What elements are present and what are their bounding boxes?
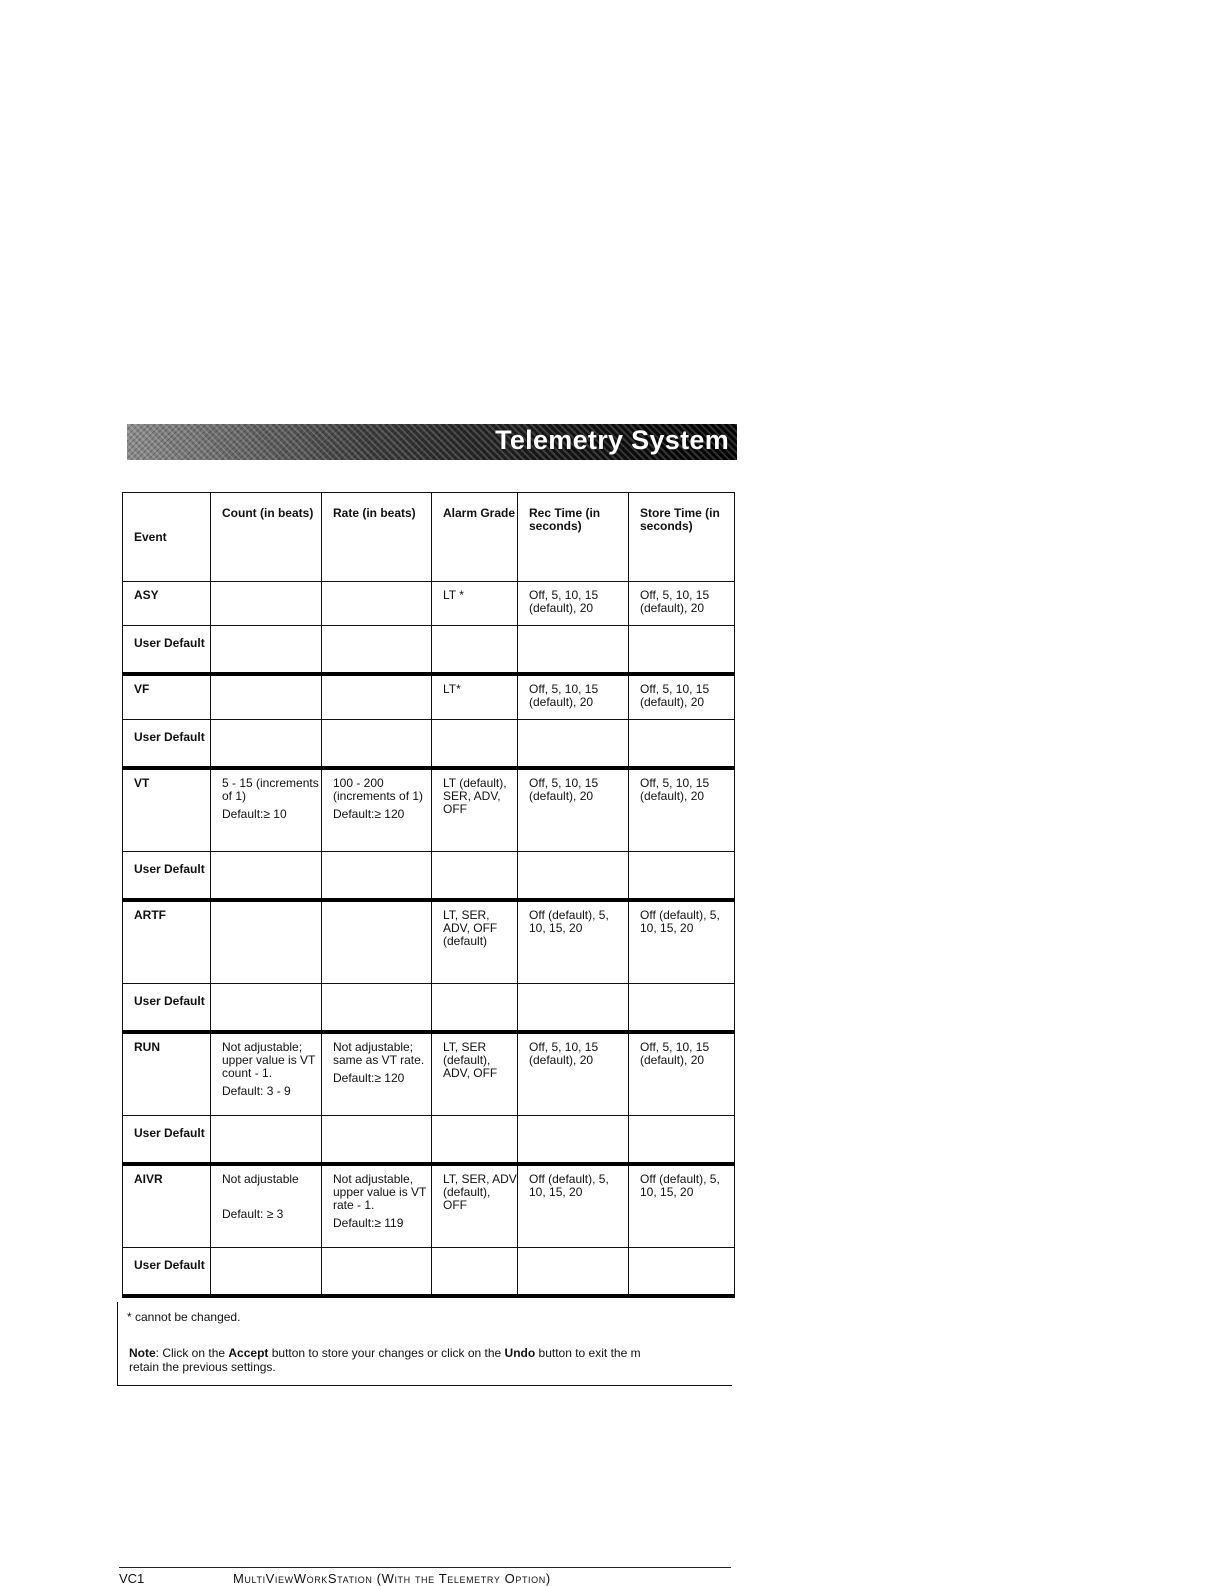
settings-table-wrapper: [122, 492, 736, 1298]
user-default-label: User Default: [123, 1248, 211, 1297]
user-default-rec-input[interactable]: [518, 720, 629, 769]
undo-button-reference: Undo: [504, 1346, 536, 1360]
event-name: AIVR: [123, 1164, 211, 1248]
user-default-store-input[interactable]: [629, 1116, 735, 1165]
count-range: 5 - 15 (increments of 1): [222, 776, 319, 803]
event-name: RUN: [123, 1032, 211, 1116]
user-default-store-input[interactable]: [629, 984, 735, 1033]
note-line-2: retain the previous settings.: [129, 1360, 276, 1374]
count-cell: [211, 1164, 322, 1248]
store-time-cell: Off (default), 5, 10, 15, 20: [629, 1164, 735, 1248]
rate-cell: [322, 1032, 432, 1116]
event-name: VT: [123, 768, 211, 852]
note-line-1: [129, 1346, 739, 1360]
rate-cell: [322, 1164, 432, 1248]
user-default-rate-input[interactable]: [322, 1248, 432, 1297]
user-default-row-vt: [123, 852, 735, 901]
section-banner: [127, 424, 737, 460]
rec-time-cell: Off, 5, 10, 15 (default), 20: [518, 1032, 629, 1116]
event-name: ASY: [123, 582, 211, 626]
user-default-alarm-input[interactable]: [432, 1248, 518, 1297]
event-name: ARTF: [123, 900, 211, 984]
user-default-alarm-input[interactable]: [432, 626, 518, 675]
user-default-alarm-input[interactable]: [432, 984, 518, 1033]
note-label: Note: [129, 1346, 156, 1360]
count-default: Default: ≥ 3: [222, 1207, 284, 1221]
user-default-rate-input[interactable]: [322, 1116, 432, 1165]
count-cell: [211, 582, 322, 626]
rate-cell: [322, 900, 432, 984]
note-paragraph: [129, 1346, 739, 1374]
alarm-grade-cell: LT, SER (default), ADV, OFF: [432, 1032, 518, 1116]
note-box-bottom-rule: [117, 1385, 732, 1386]
col-header-event: Event: [123, 493, 211, 582]
user-default-store-input[interactable]: [629, 1248, 735, 1297]
event-row-vt: [123, 768, 735, 852]
count-range: Not adjustable: [222, 1172, 299, 1186]
user-default-count-input[interactable]: [211, 1248, 322, 1297]
page-number: VC1: [119, 1571, 145, 1586]
user-default-rate-input[interactable]: [322, 626, 432, 675]
rate-range: 100 - 200 (increments of 1): [333, 776, 424, 803]
col-header-store-time: Store Time (in seconds): [629, 493, 735, 582]
store-time-cell: Off, 5, 10, 15 (default), 20: [629, 1032, 735, 1116]
note-text-2: button to store your changes or click on the: [268, 1346, 505, 1360]
user-default-row-asy: [123, 626, 735, 675]
running-footer-title: MultiViewWorkStation (With the Telemetry Option): [233, 1571, 551, 1586]
rec-time-cell: Off (default), 5, 10, 15, 20: [518, 1164, 629, 1248]
user-default-row-run: [123, 1116, 735, 1165]
section-title: Telemetry System: [495, 425, 729, 455]
rate-range: Not adjustable, upper value is VT rate - 1.: [333, 1172, 427, 1212]
user-default-rec-input[interactable]: [518, 626, 629, 675]
event-settings-table: [122, 492, 735, 1298]
count-cell: [211, 1032, 322, 1116]
footer-divider: [119, 1567, 731, 1568]
user-default-alarm-input[interactable]: [432, 852, 518, 901]
count-default: Default:≥ 10: [222, 807, 287, 821]
rate-default: Default:≥ 120: [333, 1071, 405, 1085]
col-header-count: Count (in beats): [211, 493, 322, 582]
store-time-cell: Off, 5, 10, 15 (default), 20: [629, 768, 735, 852]
event-name: VF: [123, 674, 211, 720]
count-cell: [211, 768, 322, 852]
store-time-cell: Off, 5, 10, 15 (default), 20: [629, 582, 735, 626]
alarm-grade-cell: LT*: [432, 674, 518, 720]
alarm-grade-cell: LT, SER, ADV, OFF (default): [432, 900, 518, 984]
user-default-count-input[interactable]: [211, 720, 322, 769]
rate-default: Default:≥ 120: [333, 807, 405, 821]
store-time-cell: Off (default), 5, 10, 15, 20: [629, 900, 735, 984]
user-default-rec-input[interactable]: [518, 852, 629, 901]
event-row-run: [123, 1032, 735, 1116]
user-default-alarm-input[interactable]: [432, 1116, 518, 1165]
count-cell: [211, 674, 322, 720]
event-row-artf: [123, 900, 735, 984]
col-header-alarm-grade: Alarm Grade: [432, 493, 518, 582]
rate-cell: [322, 582, 432, 626]
footnote: * cannot be changed.: [127, 1310, 241, 1324]
count-default: Default: 3 - 9: [222, 1084, 291, 1098]
user-default-rate-input[interactable]: [322, 852, 432, 901]
note-text-1: : Click on the: [155, 1346, 229, 1360]
rate-range: Not adjustable; same as VT rate.: [333, 1040, 425, 1067]
col-header-rate: Rate (in beats): [322, 493, 432, 582]
count-cell: [211, 900, 322, 984]
user-default-label: User Default: [123, 1116, 211, 1165]
user-default-label: User Default: [123, 984, 211, 1033]
rec-time-cell: Off, 5, 10, 15 (default), 20: [518, 768, 629, 852]
col-header-rec-time: Rec Time (in seconds): [518, 493, 629, 582]
rec-time-cell: Off (default), 5, 10, 15, 20: [518, 900, 629, 984]
alarm-grade-cell: LT (default), SER, ADV, OFF: [432, 768, 518, 852]
user-default-rec-input[interactable]: [518, 984, 629, 1033]
rate-default: Default:≥ 119: [333, 1216, 404, 1230]
note-text-3: button to exit the m: [535, 1346, 641, 1360]
accept-button-reference: Accept: [228, 1346, 269, 1360]
user-default-store-input[interactable]: [629, 626, 735, 675]
user-default-rec-input[interactable]: [518, 1116, 629, 1165]
alarm-grade-cell: LT, SER, ADV (default), OFF: [432, 1164, 518, 1248]
user-default-count-input[interactable]: [211, 852, 322, 901]
user-default-row-vf: [123, 720, 735, 769]
store-time-cell: Off, 5, 10, 15 (default), 20: [629, 674, 735, 720]
user-default-label: User Default: [123, 720, 211, 769]
rec-time-cell: Off, 5, 10, 15 (default), 20: [518, 582, 629, 626]
user-default-store-input[interactable]: [629, 720, 735, 769]
user-default-rate-input[interactable]: [322, 984, 432, 1033]
user-default-count-input[interactable]: [211, 626, 322, 675]
event-row-aivr: [123, 1164, 735, 1248]
header-row: [123, 493, 735, 582]
rate-cell: [322, 768, 432, 852]
user-default-label: User Default: [123, 626, 211, 675]
user-default-count-input[interactable]: [211, 984, 322, 1033]
note-box-left-rule: [117, 1302, 118, 1386]
user-default-alarm-input[interactable]: [432, 720, 518, 769]
rate-cell: [322, 674, 432, 720]
user-default-rec-input[interactable]: [518, 1248, 629, 1297]
alarm-grade-cell: LT *: [432, 582, 518, 626]
user-default-count-input[interactable]: [211, 1116, 322, 1165]
event-row-asy: [123, 582, 735, 626]
user-default-store-input[interactable]: [629, 852, 735, 901]
user-default-row-artf: [123, 984, 735, 1033]
rec-time-cell: Off, 5, 10, 15 (default), 20: [518, 674, 629, 720]
user-default-row-aivr: [123, 1248, 735, 1297]
user-default-rate-input[interactable]: [322, 720, 432, 769]
count-range: Not adjustable; upper value is VT count - 1.: [222, 1040, 316, 1080]
event-row-vf: [123, 674, 735, 720]
user-default-label: User Default: [123, 852, 211, 901]
